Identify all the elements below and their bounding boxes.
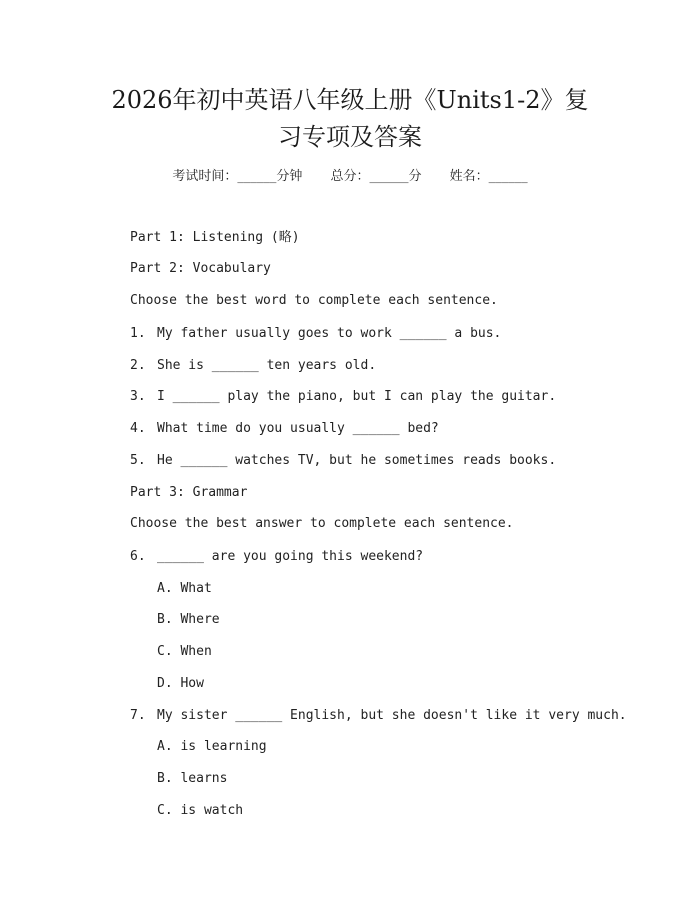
answer-option: A. What: [157, 581, 212, 596]
section-heading-part3: Part 3: Grammar: [130, 485, 248, 500]
student-name-field: 姓名：______: [449, 169, 528, 184]
document-title-line-1: 2026年初中英语八年级上册《Units1-2》复: [111, 86, 589, 114]
question-text: My sister ______ English, but she doesn't like it very much.: [157, 708, 627, 723]
section-heading-part2: Part 2: Vocabulary: [130, 261, 271, 276]
section-heading-part1: Part 1: Listening (略): [130, 230, 300, 245]
question-number: 2.: [130, 358, 146, 373]
question-text: He ______ watches TV, but he sometimes reads books.: [157, 453, 557, 468]
question-number: 1.: [130, 326, 146, 341]
question-number: 6.: [130, 549, 146, 564]
answer-option: C. is watch: [157, 803, 244, 818]
question-number: 7.: [130, 708, 146, 723]
question-number: 5.: [130, 453, 146, 468]
section-instruction-part3: Choose the best answer to complete each sentence.: [130, 516, 514, 531]
question-number: 4.: [130, 421, 146, 436]
document-title-line-2: 习专项及答案: [278, 123, 422, 151]
answer-option: B. Where: [157, 612, 220, 627]
question-text: She is ______ ten years old.: [157, 358, 377, 373]
question-text: I ______ play the piano, but I can play the guitar.: [157, 389, 557, 404]
question-text: My father usually goes to work ______ a bus.: [157, 326, 502, 341]
question-text: What time do you usually ______ bed?: [157, 421, 439, 436]
exam-info-row: [0, 168, 700, 186]
total-score-field: 总分：______分: [330, 169, 422, 184]
exam-time-field: 考试时间：______分钟: [172, 169, 303, 184]
answer-option: A. is learning: [157, 739, 267, 754]
section-instruction-part2: Choose the best word to complete each sentence.: [130, 293, 498, 308]
question-text: ______ are you going this weekend?: [157, 549, 424, 564]
answer-option: C. When: [157, 644, 212, 659]
question-number: 3.: [130, 389, 146, 404]
answer-option: B. learns: [157, 771, 228, 786]
answer-option: D. How: [157, 676, 204, 691]
